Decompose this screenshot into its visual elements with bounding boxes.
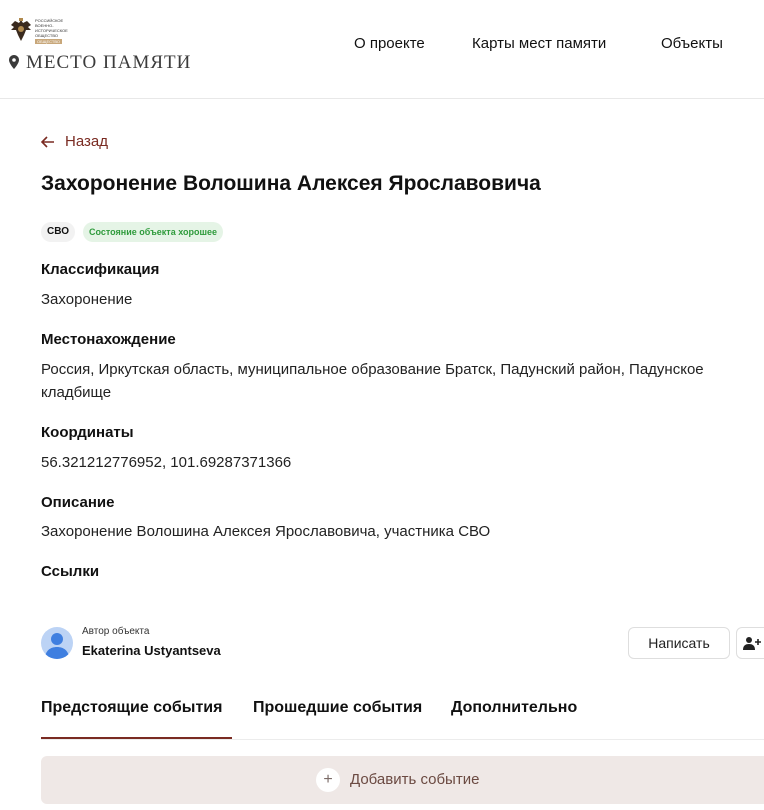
add-event-button[interactable] bbox=[41, 756, 764, 804]
description-value: Захоронение Волошина Алексея Ярославовича, участника СВО bbox=[41, 523, 491, 540]
author-name[interactable]: Ekaterina Ustyantseva bbox=[82, 643, 221, 658]
tabs-divider bbox=[41, 739, 764, 740]
write-message-button[interactable]: Написать bbox=[628, 627, 730, 659]
plus-icon: + bbox=[316, 768, 340, 792]
classification-value: Захоронение bbox=[41, 291, 133, 308]
page-title: Захоронение Волошина Алексея Ярославовича bbox=[41, 172, 541, 195]
location-value-line: кладбище bbox=[41, 384, 112, 401]
site-brand[interactable]: МЕСТО ПАМЯТИ bbox=[26, 52, 192, 73]
description-label: Описание bbox=[41, 494, 115, 511]
back-label: Назад bbox=[65, 133, 108, 150]
links-label: Ссылки bbox=[41, 563, 100, 580]
location-label: Местонахождение bbox=[41, 331, 176, 348]
tab-upcoming-events[interactable]: Предстоящие события bbox=[41, 699, 223, 716]
user-avatar-icon bbox=[41, 627, 73, 659]
add-friend-button[interactable] bbox=[736, 627, 764, 659]
avatar[interactable] bbox=[41, 627, 73, 659]
org-line: РОССИЙСКОЕ bbox=[35, 18, 64, 23]
org-line: ОБЩЕСТВО bbox=[35, 33, 58, 38]
map-pin-icon bbox=[9, 55, 19, 69]
location-value-line: Россия, Иркутская область, муниципальное образование Братск, Падунский район, Падунское bbox=[41, 361, 704, 378]
status-badge: Состояние объекта хорошее bbox=[83, 222, 223, 242]
user-plus-icon bbox=[743, 636, 761, 650]
nav-about[interactable]: О проекте bbox=[354, 35, 425, 52]
tab-past-events[interactable]: Прошедшие события bbox=[253, 699, 423, 716]
add-event-label: Добавить событие bbox=[350, 771, 480, 788]
category-badge: СВО bbox=[41, 222, 75, 242]
nav-memory-maps[interactable]: Карты мест памяти bbox=[472, 35, 607, 52]
coordinates-value[interactable]: 56.321212776952, 101.69287371366 bbox=[41, 454, 292, 471]
active-tab-indicator bbox=[41, 737, 232, 739]
nav-objects[interactable]: Объекты bbox=[661, 35, 723, 52]
coordinates-label: Координаты bbox=[41, 424, 134, 441]
org-line: ВОЕННО-ИСТОРИЧЕСКОЕ bbox=[35, 23, 68, 33]
org-tag: ОБЩЕСТВО bbox=[37, 39, 60, 44]
organization-logo-text bbox=[35, 18, 85, 44]
site-header bbox=[0, 0, 764, 99]
double-headed-eagle-icon[interactable] bbox=[9, 17, 33, 43]
tab-additional[interactable]: Дополнительно bbox=[451, 699, 578, 716]
classification-label: Классификация bbox=[41, 261, 160, 278]
back-link[interactable] bbox=[41, 133, 108, 150]
author-caption: Автор объекта bbox=[82, 626, 150, 637]
arrow-left-icon bbox=[41, 136, 55, 148]
